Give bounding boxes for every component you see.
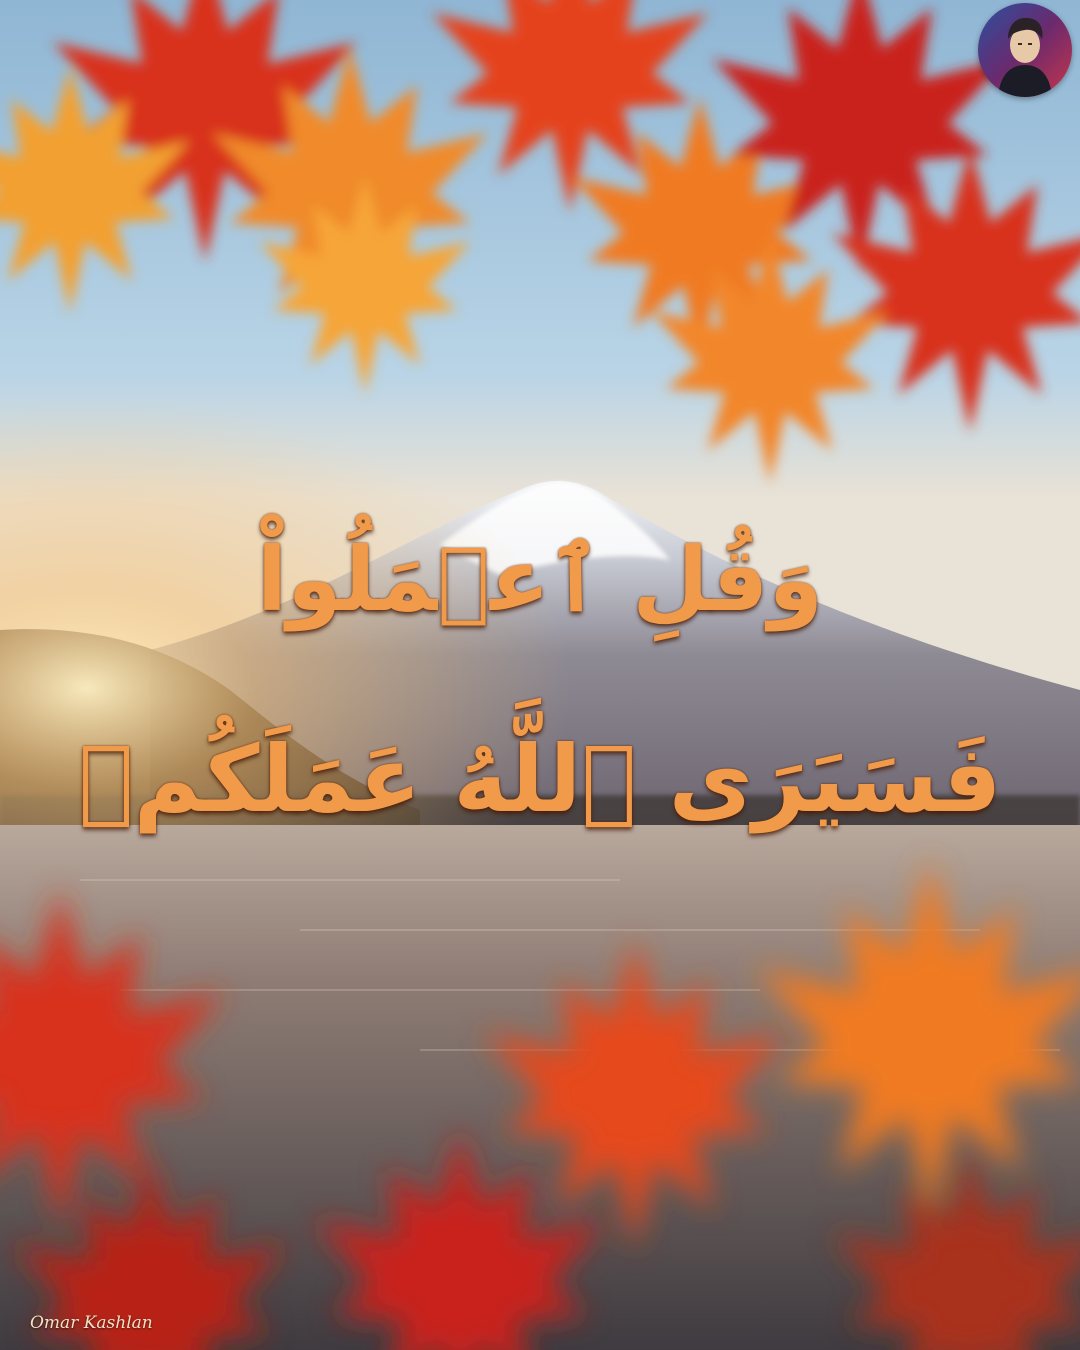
verse-line-2: فَسَيَرَى ٱللَّهُ عَمَلَكُمۡ	[78, 726, 1002, 833]
avatar[interactable]	[978, 3, 1072, 97]
avatar-portrait-icon	[978, 3, 1072, 97]
signature: Omar Kashlan	[30, 1313, 153, 1333]
verse-line-1: وَقُلِ ٱعۡمَلُواْ	[256, 528, 824, 631]
